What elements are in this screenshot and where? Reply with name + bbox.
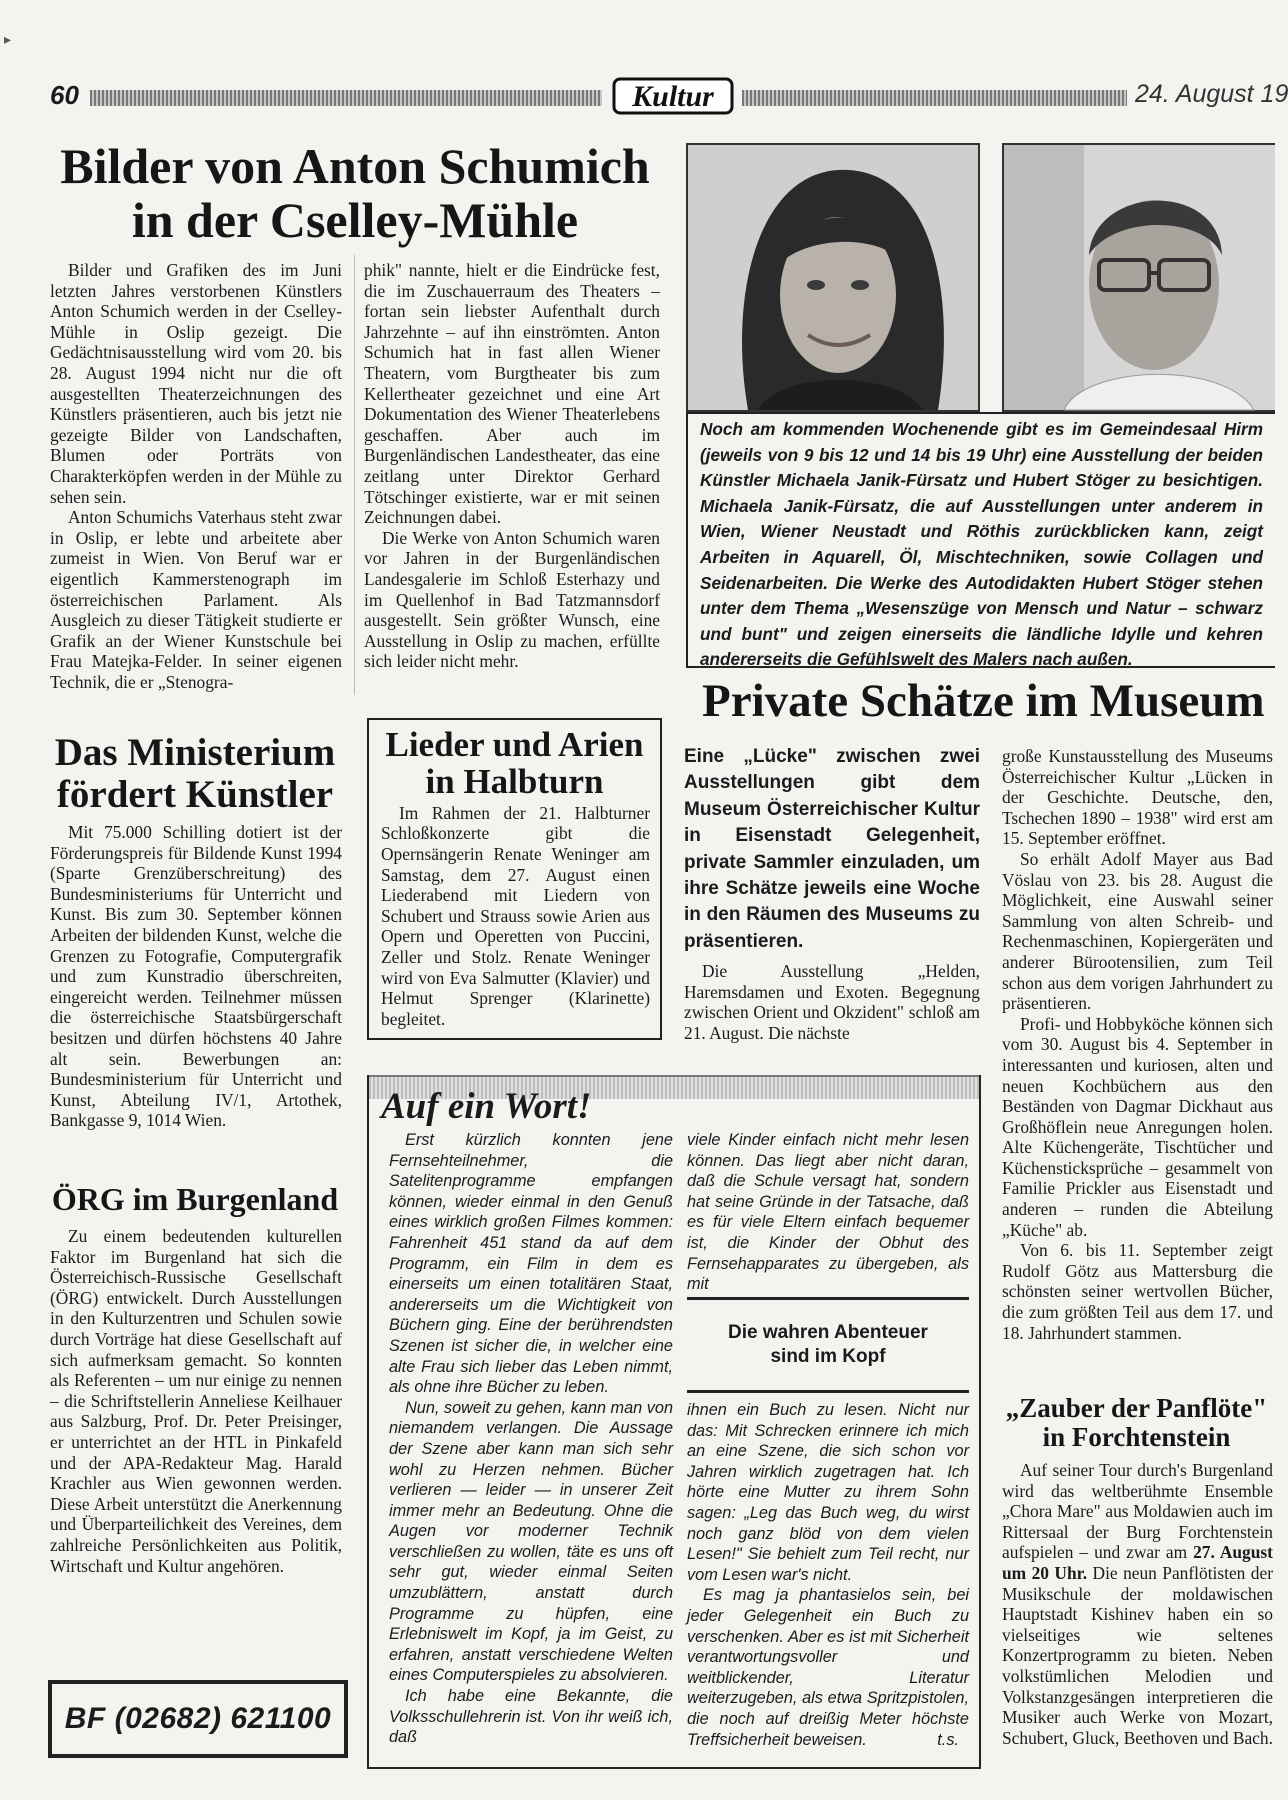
museum-paragraph: Die Ausstellung „Helden, Haremsdamen und Exoten. Begegnung zwischen Orient und Okzident" schloß am 21. August. Die nächste — [684, 961, 980, 1043]
panfloete-body — [1002, 1460, 1273, 1748]
museum-body-col1 — [684, 961, 980, 1043]
column-wort-paragraph: Ich habe eine Bekannte, die Volksschullehrerin ist. Von ihr weiß ich, daß — [389, 1687, 673, 1747]
column-wort-col2-top — [687, 1130, 969, 1295]
schumich-col1 — [50, 260, 342, 692]
halbturn-box — [367, 718, 662, 1040]
ministerium-body — [50, 822, 342, 1131]
museum-body-col2 — [1002, 746, 1273, 1343]
halbturn-headline — [369, 726, 660, 801]
panfloete-headline-line1: „Zauber der Panflöte" — [1005, 1393, 1268, 1423]
photo-caption-box — [686, 412, 1275, 668]
ministerium-headline-line2: fördert Künstler — [56, 772, 334, 816]
header-rule-right — [742, 90, 1127, 106]
schumich-paragraph: Anton Schumichs Vaterhaus steht zwar in Oslip, er lebte und arbeitete aber zumeist in Wien. Von Beruf war er eigentlich Kammerstenograph im österreichischen Parlament. Als Ausgleich zu dieser Tätigkeit studierte er Grafik an der Wiener Kunstschule bei Frau Matejka-Felder. In seiner eigenen Technik, die er „Stenogra- — [50, 507, 342, 692]
column-wort-title: Auf ein Wort! — [381, 1086, 592, 1127]
bf-phone-number: BF (02682) 621100 — [64, 1702, 332, 1735]
bf-phone-box — [48, 1680, 348, 1758]
header-rule-left — [90, 90, 602, 106]
oerg-paragraph: Zu einem bedeutenden kulturellen Faktor im Burgenland hat sich die Österreichisch-Russische Gesellschaft (ÖRG) entwickelt. Durch Ausstellungen in den Kulturzentren und Schulen sowie durch Vorträge hat diese Gesellschaft auf sich aufmerksam gemacht. So konnten als Referenten – um nur einige zu nennen – die Schriftstellerin Anneliese Keilhauer aus Salzburg, Prof. Dr. Peter Preisinger, er unterrichtet an der HTL in Pinkafeld und der APA-Redakteur Mag. Harald Krachler aus Wien gewonnen werden. Diese Arbeit unterstützt die Anerkennung und Überparteilichkeit des Vereines, dem zahlreiche Persönlichkeiten aus Politik, Wirtschaft und Kultur angehören. — [50, 1226, 342, 1576]
museum-lead: Eine „Lücke" zwischen zwei Ausstellungen gibt dem Museum Österreichischer Kultur in Eisenstadt Gelegenheit, private Sammler einzuladen, um ihre Schätze jeweils eine Woche in den Räumen des Museums zu präsentieren. — [684, 746, 980, 952]
photo-janik-fuersatz — [686, 143, 980, 412]
man-portrait-icon — [1004, 145, 1275, 410]
subhead-line1: Die wahren Abenteuer — [728, 1322, 928, 1343]
column-wort-paragraph: Es mag ja phantasielos sein, bei jeder Gelegenheit ein Buch zu verschenken. Aber es ist mit Sicherheit verantwortungsvoller und weitblickender, Literatur weiterzugeben, als etwa Spritzpistolen, die noch auf dreißig Meter höchste Treffsicherheit beweisen. — [687, 1586, 969, 1749]
schumich-paragraph: Bilder und Grafiken des im Juni letzten Jahres verstorbenen Künstlers Anton Schumich werden in der Cselley-Mühle in Oslip gezeigt. Die Gedächtnisausstellung wird vom 20. bis 28. August 1994 nicht nur die oft ausgestellten Theaterzeichnungen des Künstlers präsentieren, auch bis jetzt nie gezeigte Bilder von Landschaften, Blumen oder Porträts von Charakterköpfen werden in der Mühle zu sehen sein. — [50, 260, 342, 507]
schumich-col2 — [364, 260, 660, 672]
panfloete-headline-line2: in Forchtenstein — [1042, 1421, 1231, 1452]
halbturn-paragraph: Im Rahmen der 21. Halbturner Schloßkonzerte gibt die Opernsängerin Renate Weninger am Samstag, dem 27. August einen Liederabend mit Liedern von Schubert und Strauss sowie Arien aus Opern und Operetten von Puccini, Zeller und Stolz. Renate Weninger wird von Eva Salmutter (Klavier) und Helmut Sprenger (Klarinette) begleitet. — [381, 802, 650, 1029]
schumich-headline — [40, 140, 670, 247]
halbturn-headline-line1: Lieder und Arien — [385, 725, 644, 764]
oerg-headline: ÖRG im Burgenland — [51, 1181, 339, 1217]
column-wort-box — [367, 1075, 981, 1769]
panfloete-text: Die neun Panflötisten der Musikschule der moldawischen Hauptstadt Kishinev haben ein so vielseitiges wie seltenes Konzertprogramm zu bieten. Neben volkstümlichen Melodien und Volkstanzgesängen interpretieren die Musiker auch Werke von Mozart, Schubert, Gluck, Beethoven und Bach. — [1002, 1562, 1274, 1748]
scan-margin-mark: ▸ — [4, 33, 12, 48]
column-wort-col2-bottom — [687, 1400, 969, 1751]
kultur-logo-icon — [612, 76, 734, 116]
column-wort-col1 — [389, 1130, 673, 1748]
schumich-paragraph: phik" nannte, hielt er die Eindrücke fest, die im Zuschauerraum des Theaters – fortan sein liebster Aufenthalt durch Jahrzehnte – auf ihn einströmten. Anton Schumich hat in fast allen Wiener Theatern, vom Burgtheater bis zum Kellertheater gezeichnet und eine Art Dokumentation des Wiener Theaterlebens geschaffen. Aber auch im Burgenländischen Landestheater, das eine zeitlang unter Direktor Gerhard Tötschinger existierte, war er mit seinen Zeichnungen dabei. — [364, 260, 660, 528]
museum-paragraph: große Kunstausstellung des Museums Österreichischer Kultur „Lücken in der Geschichte. Deutsche, den, Tschechen 1890 – 1938" wird erst am 15. September eröffnet. — [1002, 746, 1273, 849]
woman-portrait-icon — [688, 145, 978, 410]
schumich-paragraph: Die Werke von Anton Schumich waren vor Jahren in der Burgenländischen Landesgalerie im Schloß Esterhazy und im Quellenhof in Bad Tatzmannsdorf ausgestellt. Sein größter Wunsch, eine Ausstellung in Oslip zu machen, erfüllte sich leider nicht mehr. — [364, 527, 660, 672]
schumich-headline-line1: Bilder von Anton Schumich — [60, 138, 650, 194]
museum-headline: Private Schätze im Museum — [702, 675, 1265, 727]
museum-paragraph: Von 6. bis 11. September zeigt Rudolf Götz aus Mattersburg die schönsten seiner wertvollen Bücher, die zum größten Teil aus dem 17. und 18. Jahrhundert stammen. — [1002, 1240, 1273, 1343]
column-wort-paragraph: ihnen ein Buch zu lesen. Nicht nur das: Mit Schrecken erinnere ich mich an eine Szene, die sich schon vor Jahren wirklich zugetragen hat. Ich hörte eine Mutter zu ihrem Sohn sagen: „Leg das Buch weg, du wirst noch ganz blöd von dem vielen Lesen!" Sie behielt zum Teil recht, nur vom Lesen war's nicht. — [687, 1401, 969, 1584]
subhead-line2: sind im Kopf — [770, 1346, 886, 1367]
issue-date: 24. August 19 — [1135, 80, 1288, 108]
ministerium-headline — [40, 732, 350, 815]
page-number: 60 — [50, 80, 79, 110]
column-wort-paragraph: Erst kürzlich konnten jene Fernsehteilnehmer, die Satelitenprogramme empfangen können, wieder einmal in den Genuß eines wirklich großen Filmes kommen: Fahrenheit 451 stand da auf dem Programm, ein Film in dem es einerseits um einen totalitären Staat, andererseits um die Wichtigkeit von Büchern ging. Eine der berührendsten Szenen ist sicher die, in welcher eine alte Frau sich lieber das Leben nimmt, als ohne ihre Bücher zu leben. — [389, 1131, 673, 1397]
halbturn-headline-line2: in Halbturn — [425, 762, 604, 802]
panfloete-headline — [1000, 1394, 1273, 1452]
column-wort-signature: t.s. — [937, 1731, 959, 1750]
section-logo-text: Kultur — [632, 80, 714, 113]
museum-paragraph: So erhält Adolf Mayer aus Bad Vöslau von 23. bis 28. August die Möglichkeit, eine Auswahl seiner Sammlung von alten Schreib- und Rechenmaschinen, Kopiergeräten und anderer Bürootensilien, zum Teil schon aus dem vorigen Jahrhundert zu präsentieren. — [1002, 848, 1273, 1014]
column-wort-paragraph: Nun, soweit zu gehen, kann man von niemandem verlangen. Die Aussage der Szene aber kann man sich sehr wohl zu Herzen nehmen. Bücher verlieren — leider — in unserer Zeit immer mehr an Bedeutung. Ohne die Augen vor moderner Technik verschließen zu wollen, täte es uns oft sehr gut, wieder einmal Seiten umzublättern, anstatt durch Programme zu hüpfen, eine Erlebniswelt im Kopf, ja im Geist, zu erfahren, anstatt verschiedene Welten eines Computerspieles zu absolvieren. — [389, 1398, 673, 1685]
oerg-body — [50, 1226, 342, 1576]
halbturn-body — [369, 801, 660, 1030]
panfloete-text: Auf seiner Tour durch's Burgenland wird das weltberühmte Ensemble „Chora Mare" aus Moldawien auch im Rittersaal der Burg Forchtenstein aufspielen – und zwar am — [1002, 1460, 1273, 1563]
schumich-headline-line2: in der Cselley-Mühle — [131, 191, 579, 248]
panfloete-date-bold: 27. August um 20 Uhr. — [1002, 1542, 1273, 1583]
ministerium-paragraph: Mit 75.000 Schilling dotiert ist der Förderungspreis für Bildende Kunst 1994 (Sparte Grenzüberschreitung) des Bundesministeriums für Unterricht und Kunst. Bis zum 30. September können Arbeiten der bildenden Kunst, welche die Grenzen zu Fotografie, Computergrafik und zum Kunstradio überschreiten, eingereicht werden. Teilnehmer müssen die österreichische Staatsbürgerschaft besitzen und dürfen höchstens 40 Jahre alt sein. Bewerbungen an: Bundesministerium für Unterricht und Kunst, Abteilung IV/1, Artothek, Bankgasse 9, 1014 Wien. — [50, 822, 342, 1131]
museum-paragraph: Profi- und Hobbyköche können sich vom 30. August bis 4. September in interessanten und kuriosen, alten und neuen Kochbüchern aus den Beständen von Dagmar Dickhaut aus Großhöflein neue Anregungen holen. Alte Küchengeräte, Tischtücher und Küchensticksprüche – gesammelt von Familie Prickler aus Eisenstadt und anderen – runden die Abteilung „Küche" ab. — [1002, 1013, 1273, 1240]
column-divider — [354, 255, 355, 695]
photo-stoeger — [1002, 143, 1275, 412]
column-wort-subhead — [687, 1297, 969, 1393]
photo-caption: Noch am kommenden Wochenende gibt es im Gemeindesaal Hirm (jeweils von 9 bis 12 und 14 bis 19 Uhr) eine Ausstellung der beiden Künstler Michaela Janik-Fürsatz und Hubert Stöger zu besichtigen. Michaela Janik-Fürsatz, die auf Ausstellungen unter anderem in Wien, Wiener Neustadt und Röthis zurückblicken kann, zeigt Arbeiten in Aquarell, Öl, Mischtechniken, sowie Collagen und Seidenarbeiten. Die Werke des Autodidakten Hubert Stöger stehen unter dem Thema „Wesenszüge von Mensch und Natur – schwarz und bunt" und zeigen einerseits die ländliche Idylle und kehren andererseits die Gefühlswelt des Malers nach außen. — [700, 419, 1263, 670]
column-wort-paragraph: viele Kinder einfach nicht mehr lesen können. Das liegt aber nicht daran, daß die Schule versagt hat, sondern hat seine Gründe in der Tatsache, daß es für viele Eltern einfach bequemer ist, die Kinder der Obhut des Fernsehapparates zu übergeben, als mit — [687, 1131, 969, 1294]
ministerium-headline-line1: Das Ministerium — [54, 731, 336, 774]
